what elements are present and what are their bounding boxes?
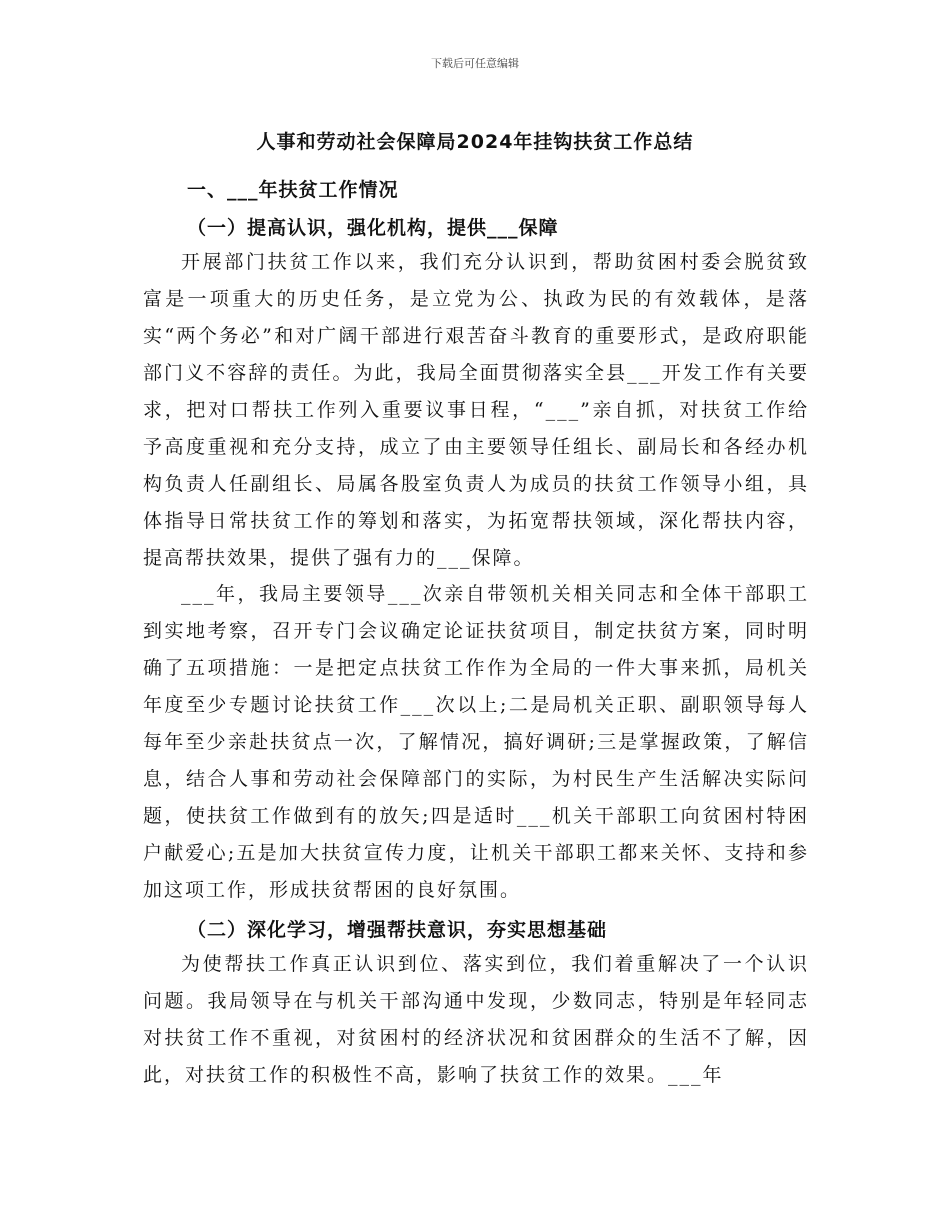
paragraph-3: 为使帮扶工作真正认识到位、落实到位，我们着重解决了一个认识问题。我局领导在与机关干部沟通中发现，少数同志，特别是年轻同志对扶贫工作不重视，对贫困村的经济状况和贫困群众的生活不了解，因此，对扶贫工作的积极性不高，影响了扶贫工作的效果。___年 — [143, 953, 809, 1086]
section-heading-1: 一、___年扶贫工作情况 — [187, 179, 399, 201]
subsection-heading-2: （二）深化学习，增强帮扶意识，夯实思想基础 — [187, 919, 608, 941]
paragraph-2: ___年，我局主要领导___次亲自带领机关相关同志和全体干部职工到实地考察，召开专门会议确定论证扶贫项目，制定扶贫方案，同时明确了五项措施：一是把定点扶贫工作作为全局的一件大事来抓，局机关年度至少专题讨论扶贫工作___次以上;二是局机关正职、副职领导每人每年至少亲赴扶贫点一次，了解情况，搞好调研;三是掌握政策，了解信息，结合人事和劳动社会保障部门的实际，为村民生产生活解决实际问题，使扶贫工作做到有的放矢;四是适时___机关干部职工向贫困村特困户献爱心;五是加大扶贫宣传力度，让机关干部职工都来关怀、支持和参加这项工作，形成扶贫帮困的良好氛围。 — [143, 583, 809, 901]
paragraph-1: 开展部门扶贫工作以来，我们充分认识到，帮助贫困村委会脱贫致富是一项重大的历史任务，是立党为公、执政为民的有效载体，是落实“两个务必”和对广阔干部进行艰苦奋斗教育的重要形式，是政府职能部门义不容辞的责任。为此，我局全面贯彻落实全县___开发工作有关要求，把对口帮扶工作列入重要议事日程，“___”亲自抓，对扶贫工作给予高度重视和充分支持，成立了由主要领导任组长、副局长和各经办机构负责人任副组长、局属各股室负责人为成员的扶贫工作领导小组，具体指导日常扶贫工作的筹划和落实，为拓宽帮扶领域，深化帮扶内容，提高帮扶效果，提供了强有力的___保障。 — [143, 251, 809, 569]
subsection-heading-1: （一）提高认识，强化机构，提供___保障 — [187, 217, 559, 239]
document-title: 人事和劳动社会保障局2024年挂钩扶贫工作总结 — [256, 131, 694, 153]
page-header-note: 下载后可任意编辑 — [431, 57, 519, 70]
